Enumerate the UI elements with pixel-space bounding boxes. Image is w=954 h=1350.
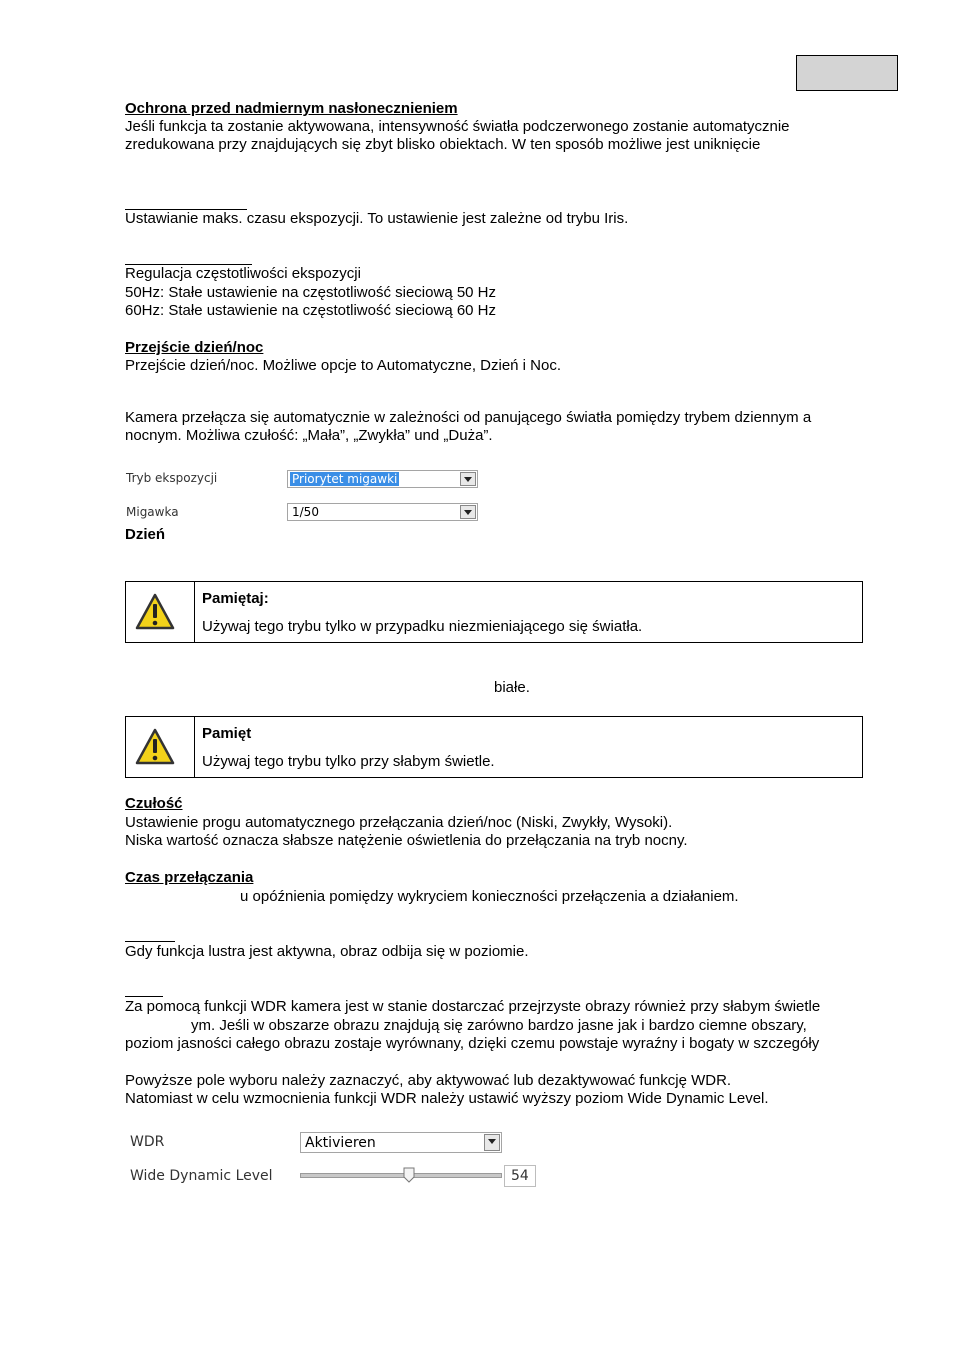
slider-handle[interactable] [403, 1167, 415, 1183]
note-box [125, 581, 863, 643]
auto-switch-text-2: nocnym. Możliwa czułość: „Mała”, „Zwykła” und „Duża”. [125, 427, 493, 444]
section-title-sun-protection: Ochrona przed nadmiernym nasłonecznieniem [125, 100, 458, 117]
heading-underline [125, 941, 175, 942]
section-title-sensitivity: Czułość [125, 795, 183, 812]
switch-time-text: u opóźnienia pomiędzy wykryciem konieczności przełączenia a działaniem. [240, 888, 739, 905]
shutter-label: Migawka [126, 505, 179, 519]
wdr-text-3: poziom jasności całego obrazu zostaje wyrównany, dzięki czemu powstaje wyraźny i bogaty w szczegóły [125, 1035, 820, 1052]
flicker-text-1: Regulacja częstotliwości ekspozycji [125, 265, 361, 282]
flicker-text-2: 50Hz: Stałe ustawienie na częstotliwość sieciową 50 Hz [125, 284, 497, 301]
note-box [125, 716, 863, 778]
chevron-down-icon[interactable] [484, 1134, 500, 1151]
chevron-down-icon[interactable] [460, 472, 476, 486]
exposure-time-text: Ustawianie maks. czasu ekspozycji. To ustawienie jest zależne od trybu Iris. [125, 210, 629, 227]
note-body: Używaj tego trybu tylko w przypadku niezmieniającego się światła. [202, 618, 643, 635]
day-night-text: Przejście dzień/noc. Możliwe opcje to Automatyczne, Dzień i Noc. [125, 357, 562, 374]
auto-switch-text-1: Kamera przełącza się automatycznie w zależności od panującego światła pomiędzy trybem dziennym a [125, 409, 812, 426]
flicker-text-3: 60Hz: Stałe ustawienie na częstotliwość sieciową 60 Hz [125, 302, 497, 319]
section-title-day-night: Przejście dzień/noc [125, 339, 264, 356]
mirror-text: Gdy funkcja lustra jest aktywna, obraz odbija się w poziomie. [125, 943, 529, 960]
page-tab-box [796, 55, 898, 91]
wide-dynamic-level-value[interactable]: 54 [504, 1165, 536, 1187]
note-title: Pamiętaj: [202, 590, 269, 607]
note-title: Pamięt [202, 725, 252, 742]
warning-icon [134, 727, 176, 767]
sensitivity-text-2: Niska wartość oznacza słabsze natężenie oświetlenia do przełączania na tryb nocny. [125, 832, 688, 849]
note-icon-cell [126, 582, 195, 642]
wdr-value: Aktivieren [305, 1135, 376, 1151]
wdr-label: WDR [130, 1134, 165, 1150]
sun-protection-text-1: Jeśli funkcja ta zostanie aktywowana, intensywność światła podczerwonego zostanie automatycznie [125, 118, 790, 135]
shutter-value: 1/50 [292, 505, 319, 519]
wide-dynamic-level-label: Wide Dynamic Level [130, 1168, 273, 1184]
shutter-select[interactable] [287, 503, 478, 521]
sun-protection-text-2: zredukowana przy znajdujących się zbyt blisko obiektach. W ten sposób możliwe jest uniknięcie [125, 136, 761, 153]
wdr-instruction-2: Natomiast w celu wzmocnienia funkcji WDR należy ustawić wyższy poziom Wide Dynamic Level. [125, 1090, 769, 1107]
note-icon-cell [126, 717, 195, 777]
day-label: Dzień [125, 526, 166, 543]
wdr-select[interactable] [300, 1132, 502, 1153]
section-title-switch-time: Czas przełączania [125, 869, 254, 886]
exposure-mode-select[interactable] [287, 470, 478, 488]
white-text: białe. [494, 679, 530, 696]
sensitivity-text-1: Ustawienie progu automatycznego przełączania dzień/noc (Niski, Zwykły, Wysoki). [125, 814, 673, 831]
chevron-down-icon[interactable] [460, 505, 476, 519]
wdr-text-1: Za pomocą funkcji WDR kamera jest w stanie dostarczać przejrzyste obrazy również przy słabym świetle [125, 998, 821, 1015]
wdr-text-2: ym. Jeśli w obszarze obrazu znajdują się zarówno bardzo jasne jak i bardzo ciemne obszary, [191, 1017, 807, 1034]
wide-dynamic-level-slider[interactable] [300, 1173, 502, 1178]
wdr-instruction-1: Powyższe pole wyboru należy zaznaczyć, aby aktywować lub dezaktywować funkcję WDR. [125, 1072, 732, 1089]
exposure-mode-label: Tryb ekspozycji [126, 471, 218, 485]
exposure-mode-value: Priorytet migawki [292, 472, 398, 486]
warning-icon [134, 592, 176, 632]
heading-underline [125, 996, 163, 997]
note-body: Używaj tego trybu tylko przy słabym świetle. [202, 753, 495, 770]
